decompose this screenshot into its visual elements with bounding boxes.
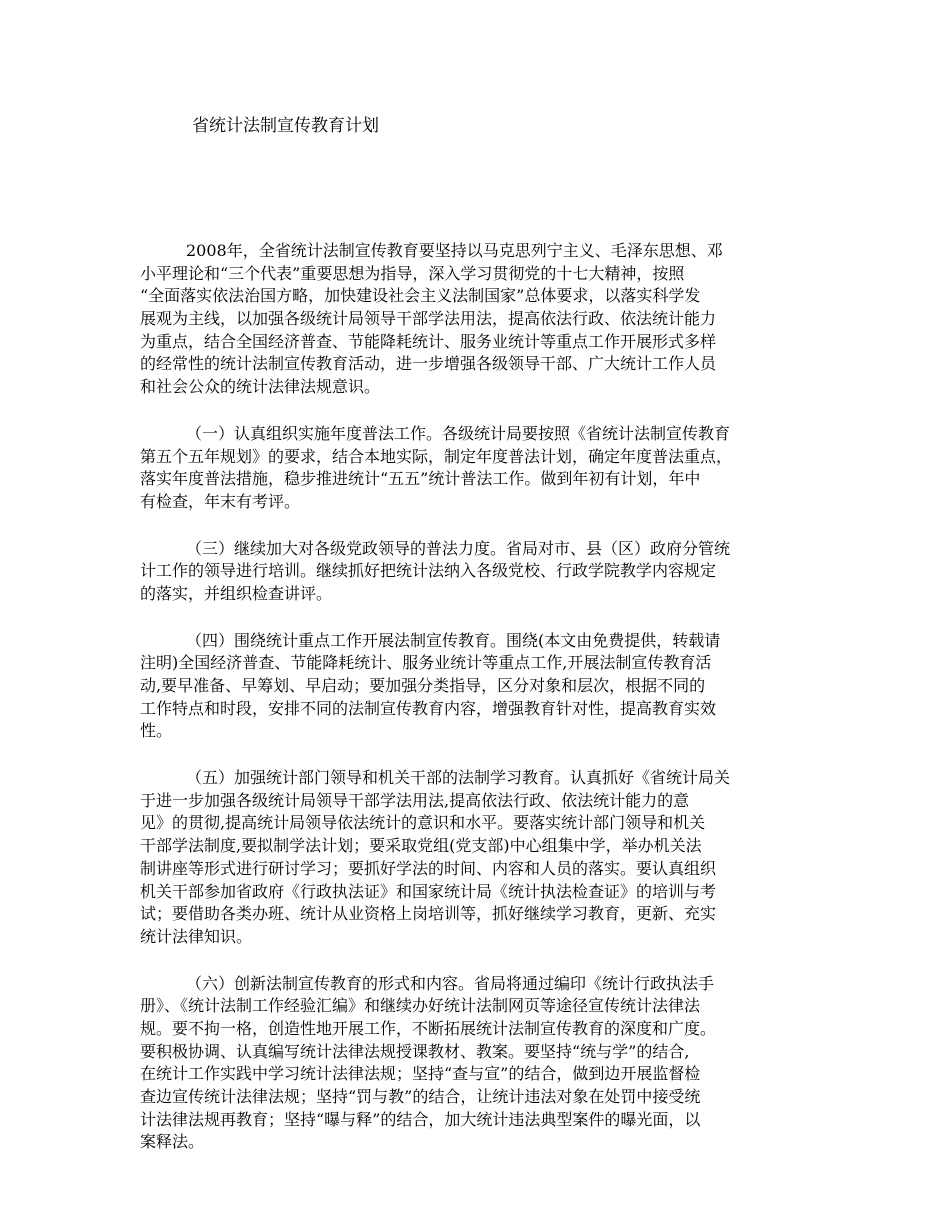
paragraph (140, 240, 820, 399)
paragraph-line: 制讲座等形式进行研讨学习；要抓好学法的时间、内容和人员的落实。要认真组织 (140, 858, 717, 878)
paragraph-line: 机关干部参加省政府《行政执法证》和国家统计局《统计执法检查证》的培训与考 (140, 881, 717, 901)
paragraph-line: 要积极协调、认真编写统计法律法规授课教材、教案。要坚持“统与学”的结合, (140, 1041, 690, 1061)
paragraph (140, 630, 820, 743)
paragraph-line: 动,要早准备、早筹划、早启动；要加强分类指导，区分对象和层次，根据不同的 (140, 676, 706, 695)
paragraph-line: 的落实，并组织检查讲评。 (140, 583, 333, 603)
paragraph-line: 性。 (140, 721, 173, 741)
paragraph-line: 计法律法规再教育；坚持“曝与释”的结合，加大统计违法典型案件的曝光面，以 (140, 1109, 701, 1129)
paragraph (140, 767, 820, 949)
paragraph-line: 第五个五年规划》的要求，结合本地实际，制定年度普法计划，确定年度普法重点， (140, 446, 733, 466)
paragraph-line: 在统计工作实践中学习统计法律法规；坚持“查与宣”的结合，做到边开展监督检 (140, 1064, 701, 1084)
paragraph-line: 落实年度普法措施，稳步推进统计“五五”统计普法工作。做到年初有计划，年中 (140, 469, 701, 489)
document-body (140, 240, 820, 1178)
paragraph-line: 的经常性的统计法制宣传教育活动，进一步增强各级领导干部、广大统计工作人员 (140, 354, 717, 374)
paragraph-line: 统计法律知识。 (140, 926, 253, 946)
paragraph-line: 和社会公众的统计法律法规意识。 (140, 377, 381, 397)
paragraph-line: 小平理论和“三个代表”重要思想为指导，深入学习贯彻党的十七大精神，按照 (140, 263, 685, 283)
paragraph-line: 为重点，结合全国经济普查、节能降耗统计、服务业统计等重点工作开展形式多样 (140, 331, 717, 351)
paragraph (140, 423, 820, 514)
paragraph (140, 973, 820, 1155)
paragraph-line: （六）创新法制宣传教育的形式和内容。省局将通过编印《统计行政执法手 (186, 973, 715, 993)
paragraph-line: 注明)全国经济普查、节能降耗统计、服务业统计等重点工作,开展法制宣传教育活 (140, 653, 712, 673)
paragraph-line: （一）认真组织实施年度普法工作。各级统计局要按照《省统计法制宣传教育 (186, 423, 731, 443)
paragraph-line: “全面落实依法治国方略，加快建设社会主义法制国家”总体要求，以落实科学发 (140, 286, 701, 306)
paragraph-line: 工作特点和时段，安排不同的法制宣传教育内容，增强教育针对性，提高教育实效 (140, 698, 717, 718)
document-title: 省统计法制宣传教育计划 (192, 116, 379, 136)
paragraph-line: 规。要不拘一格，创造性地开展工作，不断拓展统计法制宣传教育的深度和广度。 (140, 1018, 717, 1038)
paragraph-line: 查边宣传统计法律法规；坚持“罚与教”的结合，让统计违法对象在处罚中接受统 (140, 1087, 701, 1106)
paragraph-line: 案释法。 (140, 1132, 205, 1152)
paragraph-line: （四）围绕统计重点工作开展法制宣传教育。围绕(本文由免费提供，转载请 (186, 630, 721, 650)
paragraph-line: （五）加强统计部门领导和机关干部的法制学习教育。认真抓好《省统计局关 (186, 768, 731, 788)
paragraph-line: 展观为主线，以加强各级统计局领导干部学法用法，提高依法行政、依法统计能力 (140, 309, 717, 329)
paragraph-line: 干部学法制度,要拟制学法计划；要采取党组(党支部)中心组集中学，举办机关法 (140, 836, 702, 856)
paragraph-line: 计工作的领导进行培训。继续抓好把统计法纳入各级党校、行政学院教学内容规定 (140, 561, 717, 581)
paragraph-line: 2008年，全省统计法制宣传教育要坚持以马克思列宁主义、毛泽东思想、邓 (186, 241, 723, 260)
paragraph-line: 于进一步加强各级统计局领导干部学法用法,提高依法行政、依法统计能力的意 (140, 790, 690, 810)
paragraph-line: 有检查，年末有考评。 (140, 491, 301, 511)
paragraph-line: 试；要借助各类办班、统计从业资格上岗培训等，抓好继续学习教育，更新、充实 (140, 904, 717, 924)
paragraph-line: 见》的贯彻,提高统计局领导依法统计的意识和水平。要落实统计部门领导和机关 (140, 813, 706, 833)
paragraph-line: 册》、《统计法制工作经验汇编》和继续办好统计法制网页等途径宣传统计法律法 (140, 996, 701, 1016)
paragraph (140, 538, 820, 606)
paragraph-line: （三）继续加大对各级党政领导的普法力度。省局对市、县（区）政府分管统 (186, 538, 731, 558)
